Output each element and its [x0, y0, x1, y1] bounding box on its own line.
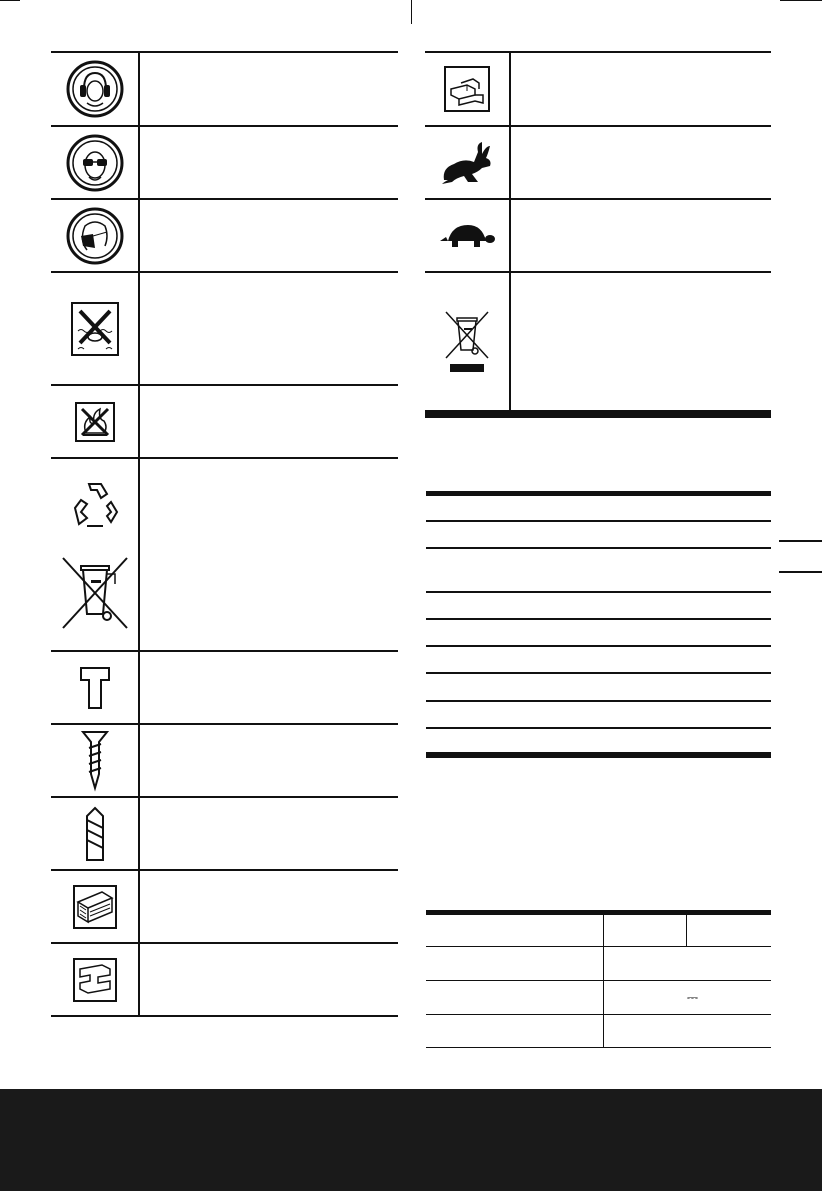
table-row — [426, 1014, 771, 1047]
symbol-description — [139, 651, 398, 724]
crop-mark-top-center — [411, 0, 412, 24]
rabbit-fast-speed-icon — [438, 138, 496, 188]
symbol-row — [51, 458, 398, 651]
do-not-burn-icon — [74, 401, 116, 443]
spec-table-top-rule — [426, 491, 771, 496]
spec-row — [426, 672, 771, 674]
table-cell — [604, 1014, 772, 1047]
symbol-description — [510, 52, 771, 126]
symbol-description — [139, 126, 398, 199]
symbol-row — [51, 199, 398, 272]
table-row — [426, 946, 771, 980]
side-tab-mark-top — [779, 540, 822, 542]
footer-band — [0, 1089, 822, 1191]
table-cell — [426, 980, 604, 1014]
symbol-description — [510, 199, 771, 272]
symbol-row — [51, 724, 398, 797]
weee-bin-icon — [59, 554, 131, 632]
crop-mark-top-left — [0, 0, 20, 1]
spec-row — [426, 727, 771, 729]
symbol-row — [51, 126, 398, 199]
table-cell — [426, 946, 604, 980]
symbol-description — [139, 797, 398, 870]
symbol-row — [425, 199, 771, 272]
section-divider — [425, 412, 771, 418]
do-not-expose-to-rain-icon — [70, 301, 120, 357]
table-row — [426, 980, 771, 1014]
crop-mark-top-right — [780, 0, 822, 1]
symbol-row — [51, 272, 398, 385]
dust-mask-icon — [65, 206, 125, 266]
symbol-row — [51, 943, 398, 1016]
symbol-description — [510, 272, 771, 411]
table-header-cell — [687, 915, 772, 946]
spec-row — [426, 645, 771, 647]
dc-symbol: ⎓ — [604, 980, 772, 1014]
spec-row — [426, 618, 771, 620]
symbol-row — [425, 126, 771, 199]
eye-protection-icon — [65, 133, 125, 193]
table-header-cell — [604, 915, 687, 946]
symbol-row — [51, 651, 398, 724]
symbol-row — [51, 52, 398, 126]
symbol-row — [425, 272, 771, 411]
right-symbol-table — [425, 51, 771, 412]
table-cell — [604, 946, 772, 980]
table-cell — [426, 1014, 604, 1047]
recycle-icon — [67, 478, 123, 532]
symbol-row — [425, 52, 771, 126]
symbol-description — [139, 199, 398, 272]
screw-mode-icon — [81, 730, 109, 792]
metal-icon — [72, 957, 118, 1003]
symbol-description — [139, 724, 398, 797]
left-symbol-table — [51, 51, 398, 1017]
symbol-description — [139, 870, 398, 943]
wood-icon — [72, 884, 118, 930]
symbol-description — [139, 458, 398, 651]
spec-row — [426, 520, 771, 522]
symbol-description — [139, 272, 398, 385]
symbol-description — [510, 126, 771, 199]
side-tab-mark-bottom — [779, 571, 822, 573]
symbol-description — [139, 385, 398, 458]
masonry-icon — [443, 65, 491, 113]
symbol-row — [51, 385, 398, 458]
data-table — [426, 915, 771, 1048]
table-header-cell — [426, 915, 604, 946]
symbol-description — [139, 943, 398, 1016]
hammer-mode-icon — [79, 666, 111, 710]
weee-bin-icon — [442, 308, 492, 376]
spec-row — [426, 547, 771, 549]
symbol-row — [51, 870, 398, 943]
spec-table-bottom-rule — [426, 752, 771, 758]
symbol-row — [51, 797, 398, 870]
spec-row — [426, 591, 771, 593]
ear-protection-icon — [65, 59, 125, 119]
drill-bit-icon — [83, 806, 107, 862]
turtle-slow-speed-icon — [438, 221, 496, 251]
spec-row — [426, 700, 771, 702]
symbol-description — [139, 52, 398, 126]
table-row — [426, 915, 771, 946]
